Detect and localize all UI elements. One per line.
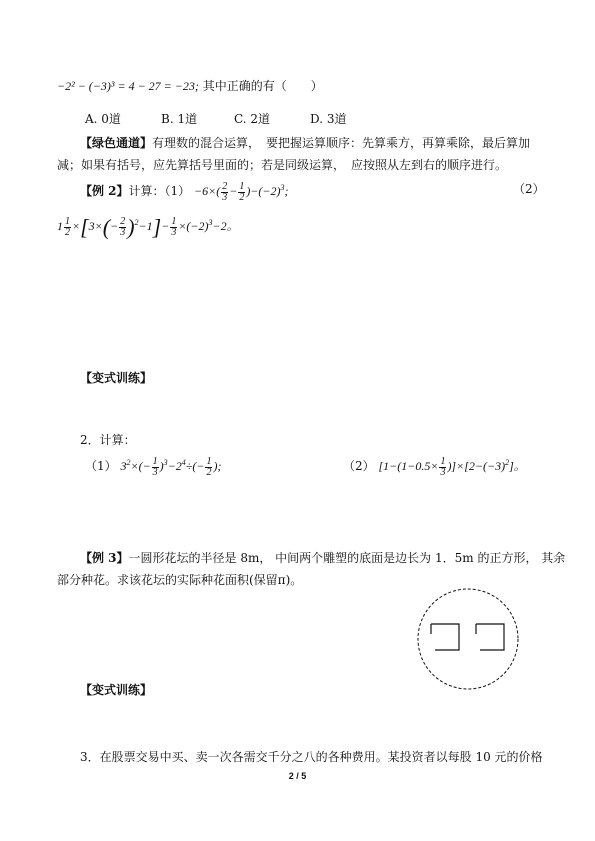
q2-part1-formula: $3^2\times(-$ $\frac{1}{3}$ )$^3-2^4\div(-$ $\frac{1}{2}$ );	[120, 455, 222, 478]
q2-part2-formula: [1−(1−0.5× $\frac{1}{3}$ )]$\times[2-(-3)^2]$。	[378, 455, 526, 478]
option-a: A. 0道	[85, 112, 121, 126]
green-channel-label: 【绿色通道】	[80, 136, 153, 150]
example2-label: 【例 2】	[80, 184, 129, 198]
flowerbed-circle	[418, 589, 518, 689]
flowerbed-figure	[416, 587, 520, 691]
q2-part1	[85, 455, 221, 478]
green-channel-text-1: 有理数的混合运算， 要把握运算顺序：先算乘方，再算乘除，最后算加	[152, 136, 531, 150]
green-channel-line-1	[80, 135, 530, 151]
question-tail: 其中正确的有（ ）	[202, 79, 323, 93]
option-c: C. 2道	[234, 112, 271, 126]
q2-part2-label: （2）	[343, 459, 375, 473]
example3-text-2: 部分种花。求该花坛的实际种花面积(保留π)。	[57, 573, 303, 587]
option-b: B. 1道	[161, 112, 198, 126]
green-channel-text-2: 减；如果有括号，应先算括号里面的；若是同级运算， 应按照从左到右的顺序进行。	[57, 158, 508, 172]
q2-part1-label: （1）	[85, 459, 117, 473]
answer-expression-line	[57, 78, 323, 94]
variant-training-label-1: 【变式训练】	[80, 371, 153, 385]
q2-title: 2．计算：	[80, 433, 136, 447]
q2-part2	[343, 455, 526, 478]
variant-training-label-2: 【变式训练】	[80, 683, 153, 697]
expression: −2² − (−3)³ = 4 − 27 = −23;	[57, 79, 199, 93]
example3-label: 【例 3】	[80, 551, 129, 565]
option-d: D. 3道	[310, 112, 347, 126]
example2-line	[80, 180, 289, 203]
sculpture-square-left	[431, 624, 459, 650]
q3-text: 3．在股票交易中买、卖一次各需交千分之八的各种费用。某投资者以每股 10 元的价格	[80, 750, 543, 764]
example3-text-1: 一圆形花坛的半径是 8m， 中间两个雕塑的底面是边长为 1．5m 的正方形， 其余	[128, 551, 566, 565]
example3-line-1	[80, 550, 565, 566]
page-number: 2 / 5	[288, 771, 307, 781]
example2-part2-label: （2）	[513, 182, 545, 196]
example2-intro: 计算：（1）	[128, 184, 191, 198]
example2-formula-1: −6×( $\frac{2}{3}$ − $\frac{1}{2}$ )$-(-2)^3$;	[194, 180, 289, 203]
example2-formula-2: 1 $\frac{1}{2}$ ×[3×(− $\frac{2}{3}$ )$^2$−1]− $\frac{1}{3}$ $\times(-2)^3-2$。	[57, 214, 239, 240]
sculpture-square-right	[476, 624, 504, 650]
